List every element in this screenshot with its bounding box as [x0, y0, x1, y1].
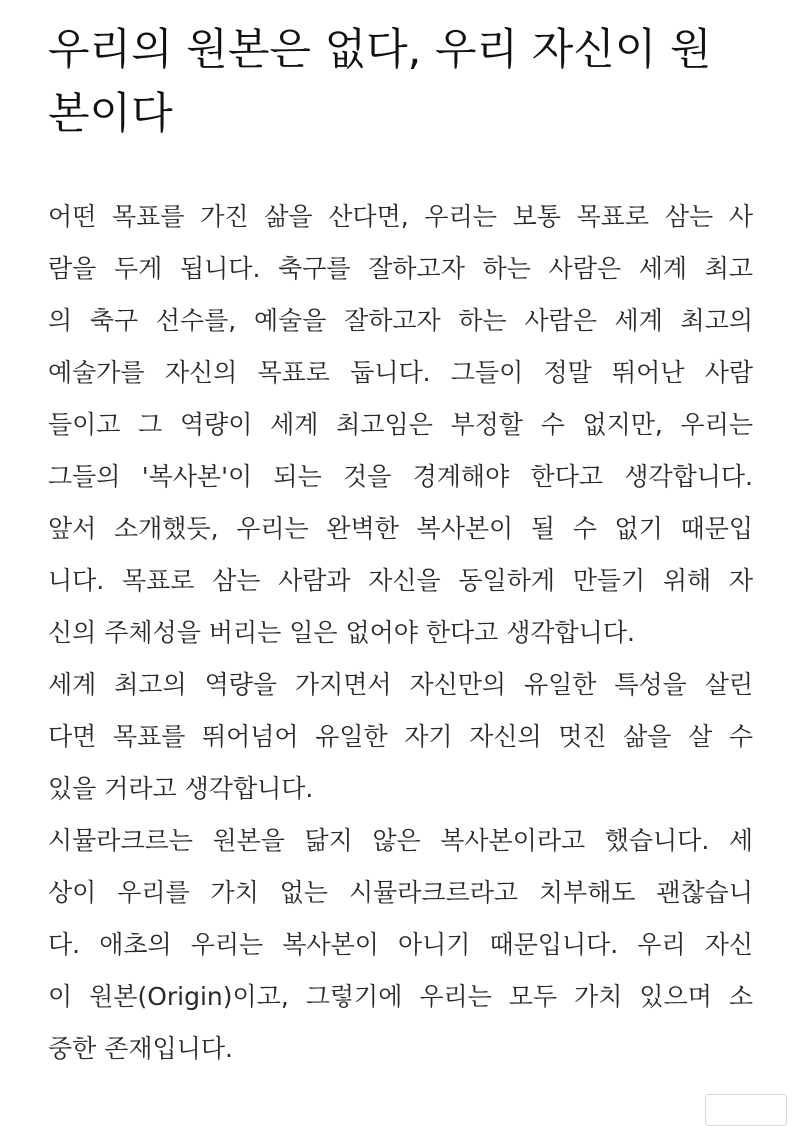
body-line: 다. 애초의 우리는 복사본이 아니기 때문입니다. 우리 자신 — [48, 930, 753, 959]
article-title-line: 우리의 원본은 없다, 우리 자신이 원 — [48, 25, 712, 75]
body-line: 이 원본(Origin)이고, 그렇기에 우리는 모두 가치 있으며 소 — [48, 982, 753, 1011]
body-line: 있을 거라고 생각합니다. — [48, 774, 314, 803]
body-line: 세계 최고의 역량을 가지면서 자신만의 유일한 특성을 살린 — [48, 670, 753, 699]
body-line: 신의 주체성을 버리는 일은 없어야 한다고 생각합니다. — [48, 618, 635, 647]
body-line: 다면 목표를 뛰어넘어 유일한 자기 자신의 멋진 삶을 살 수 — [48, 722, 753, 751]
body-line: 니다. 목표로 삼는 사람과 자신을 동일하게 만들기 위해 자 — [48, 566, 753, 595]
body-line: 중한 존재입니다. — [48, 1034, 233, 1063]
article — [48, 18, 753, 1075]
body-line: 앞서 소개했듯, 우리는 완벽한 복사본이 될 수 없기 때문입 — [48, 514, 753, 543]
body-line: 람을 두게 됩니다. 축구를 잘하고자 하는 사람은 세계 최고 — [48, 254, 753, 283]
body-line: 의 축구 선수를, 예술을 잘하고자 하는 사람은 세계 최고의 — [48, 306, 753, 335]
article-title — [48, 18, 753, 146]
article-body — [48, 191, 753, 1075]
corner-button[interactable] — [705, 1094, 787, 1126]
body-line: 들이고 그 역량이 세계 최고임은 부정할 수 없지만, 우리는 — [48, 410, 753, 439]
body-line: 그들의 '복사본'이 되는 것을 경계해야 한다고 생각합니다. — [48, 462, 753, 491]
article-title-line: 본이다 — [48, 89, 173, 139]
body-line: 예술가를 자신의 목표로 둡니다. 그들이 정말 뛰어난 사람 — [48, 358, 753, 387]
body-line: 어떤 목표를 가진 삶을 산다면, 우리는 보통 목표로 삼는 사 — [48, 202, 753, 231]
body-line: 상이 우리를 가치 없는 시뮬라크르라고 치부해도 괜찮습니 — [48, 878, 753, 907]
body-line: 시뮬라크르는 원본을 닮지 않은 복사본이라고 했습니다. 세 — [48, 826, 753, 855]
